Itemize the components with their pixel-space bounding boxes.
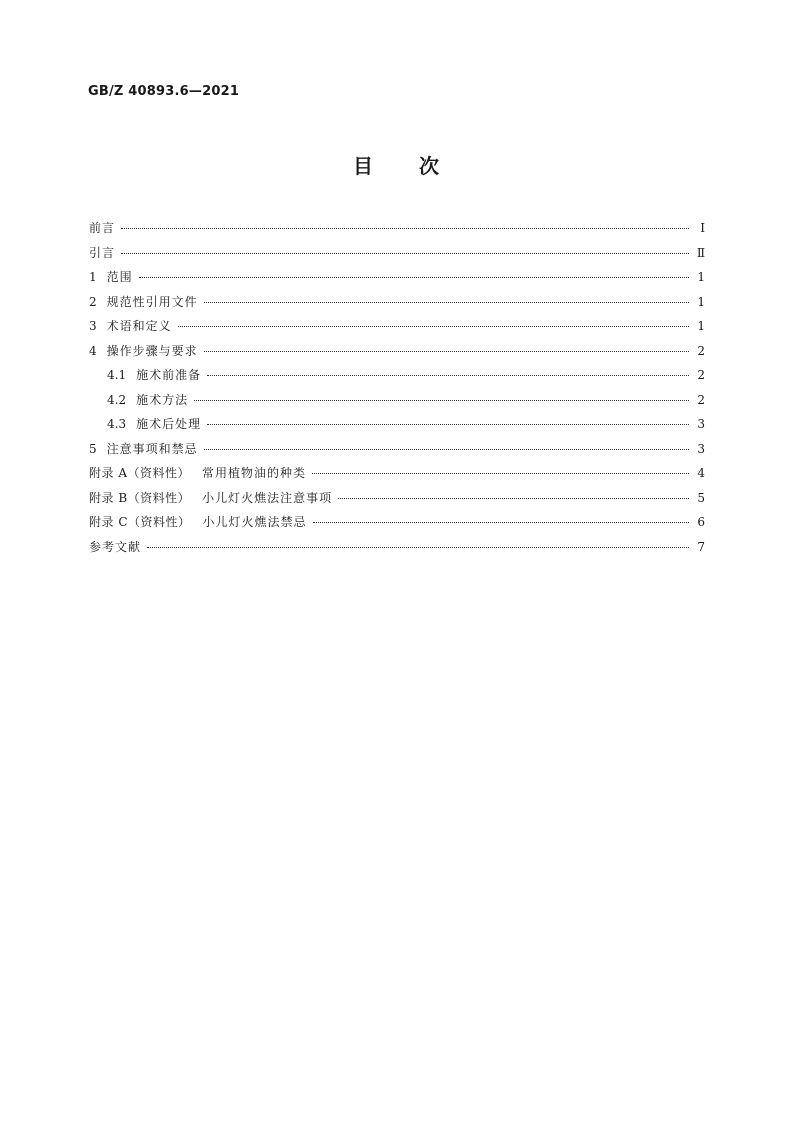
toc-entry[interactable] <box>89 290 705 315</box>
toc-entry-number: 4.2 <box>107 392 127 407</box>
toc-entry-label: 施术前准备 <box>136 368 202 382</box>
toc-dot-leader <box>312 473 689 474</box>
toc-dot-leader <box>204 351 689 352</box>
toc-entry[interactable] <box>89 265 705 290</box>
toc-dot-leader <box>204 302 689 303</box>
toc-entry[interactable] <box>89 388 705 413</box>
toc-entry-label: 参考文献 <box>89 539 142 554</box>
toc-entry-page: 6 <box>697 515 705 529</box>
toc-entry-number: 1 <box>89 270 97 284</box>
document-code: GB/Z 40893.6—2021 <box>88 84 240 99</box>
toc-entry[interactable] <box>89 412 705 437</box>
toc-entry-label: 前言 <box>89 221 116 235</box>
toc-entry-annex-label: 附录 C（资料性） <box>89 515 191 529</box>
table-of-contents <box>89 216 705 559</box>
toc-dot-leader <box>147 547 689 548</box>
toc-entry[interactable] <box>89 216 705 241</box>
toc-entry[interactable] <box>89 510 705 535</box>
toc-dot-leader <box>207 424 689 425</box>
toc-entry-number: 3 <box>89 319 97 333</box>
page-title <box>0 150 794 179</box>
toc-entry-page: 4 <box>697 466 705 480</box>
toc-entry-page: 2 <box>697 343 705 358</box>
toc-entry-label: 操作步骤与要求 <box>106 343 198 358</box>
toc-entry[interactable] <box>89 241 705 266</box>
toc-entry[interactable] <box>89 363 705 388</box>
toc-entry-label: 小儿灯火燋法禁忌 <box>202 515 307 529</box>
toc-entry-page: 1 <box>697 319 705 333</box>
toc-entry-page: 5 <box>697 490 705 505</box>
toc-entry-label: 引言 <box>89 245 116 260</box>
toc-dot-leader <box>139 277 689 278</box>
toc-entry-page: 3 <box>697 417 705 431</box>
toc-entry[interactable] <box>89 314 705 339</box>
title-char-left: 目 <box>353 154 375 178</box>
toc-entry-label: 注意事项和禁忌 <box>106 441 198 456</box>
toc-entry-number: 4.3 <box>107 417 127 431</box>
toc-dot-leader <box>207 375 689 376</box>
toc-entry-label: 施术方法 <box>136 392 189 407</box>
toc-entry-label: 施术后处理 <box>136 417 202 431</box>
toc-entry-annex-label: 附录 B（资料性） <box>89 490 191 505</box>
toc-entry-page: 2 <box>697 368 705 382</box>
toc-dot-leader <box>121 253 689 254</box>
toc-entry-page: Ⅱ <box>696 245 705 260</box>
toc-entry-page: 1 <box>697 270 705 284</box>
toc-entry-number: 2 <box>89 294 97 309</box>
toc-dot-leader <box>313 522 689 523</box>
title-char-right: 次 <box>419 154 441 178</box>
toc-entry-label: 小儿灯火燋法注意事项 <box>202 490 333 505</box>
toc-dot-leader <box>121 228 689 229</box>
toc-entry-label: 术语和定义 <box>106 319 172 333</box>
toc-entry[interactable] <box>89 437 705 462</box>
toc-entry[interactable] <box>89 486 705 511</box>
toc-entry-page: 2 <box>697 392 705 407</box>
toc-entry-number: 4.1 <box>107 368 127 382</box>
toc-entry-page: 3 <box>697 441 705 456</box>
toc-entry-annex-label: 附录 A（资料性） <box>89 466 190 480</box>
toc-dot-leader <box>178 326 689 327</box>
toc-entry[interactable] <box>89 535 705 560</box>
toc-dot-leader <box>194 400 689 401</box>
toc-entry-label: 规范性引用文件 <box>106 294 198 309</box>
toc-entry-page: Ⅰ <box>700 221 705 235</box>
toc-entry[interactable] <box>89 339 705 364</box>
toc-dot-leader <box>338 498 689 499</box>
toc-entry-label: 常用植物油的种类 <box>201 466 306 480</box>
toc-entry[interactable] <box>89 461 705 486</box>
toc-entry-label: 范围 <box>106 270 133 284</box>
toc-entry-page: 1 <box>697 294 705 309</box>
toc-entry-number: 4 <box>89 343 97 358</box>
toc-entry-number: 5 <box>89 441 97 456</box>
toc-entry-page: 7 <box>697 539 705 554</box>
toc-dot-leader <box>204 449 689 450</box>
